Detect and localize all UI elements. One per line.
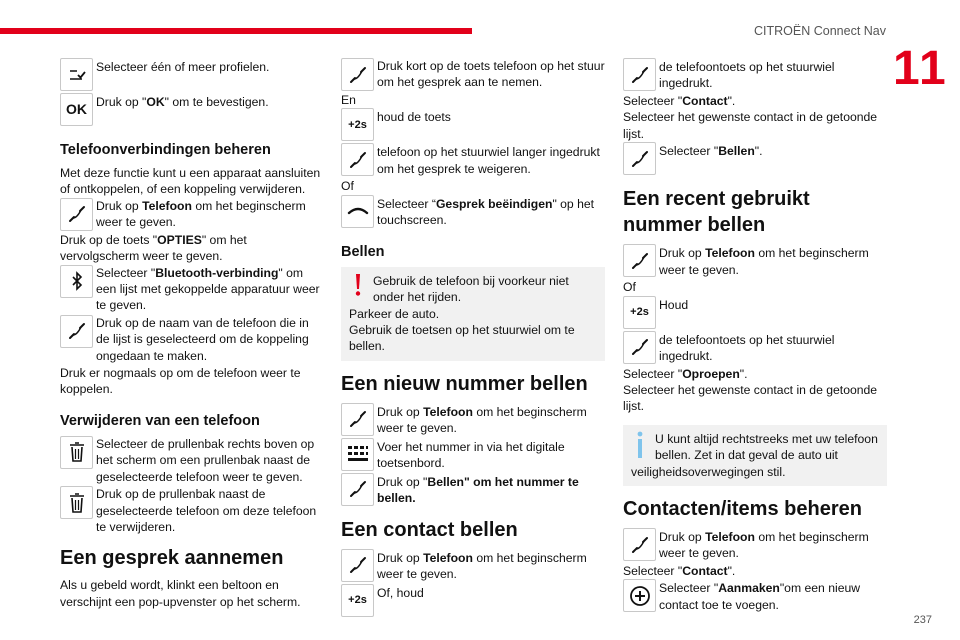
info-text: veiligheidsoverwegingen stil. — [631, 464, 786, 479]
column-3 — [623, 58, 887, 614]
keypad-icon — [341, 438, 374, 471]
phone-icon — [341, 58, 374, 91]
info-icon — [631, 431, 649, 459]
section-heading-calls: Bellen — [341, 243, 385, 260]
step — [60, 486, 324, 535]
hold-2s-label: +2s — [630, 305, 649, 318]
paragraph: Selecteer "Contact". — [623, 564, 736, 579]
phone-icon — [60, 198, 93, 231]
step — [341, 58, 605, 91]
phone-icon — [623, 58, 656, 91]
info-note — [623, 425, 887, 486]
phone-icon — [623, 528, 656, 561]
paragraph: Met deze functie kunt u een apparaat aansluiten of ontkoppelen, of een koppeling verwijderen. — [60, 166, 321, 197]
step-text: Druk op de naam van de telefoon die in de lijst is geselecteerd om de koppeling ongedaan te maken. — [96, 315, 309, 363]
step-text: Selecteer "Bellen". — [659, 144, 763, 159]
step — [623, 142, 887, 176]
step-text: Druk op de prullenbak naast de geselecteerde telefoon om deze telefoon te verwijderen. — [96, 487, 317, 534]
step-text: de telefoontoets op het stuurwiel ingedrukt. — [659, 60, 835, 91]
step-text: Druk op Telefoon om het beginscherm weer te geven. — [96, 198, 306, 230]
warning-icon — [349, 273, 367, 301]
section-heading-call-contact: Een contact bellen — [341, 518, 518, 541]
step — [60, 198, 324, 231]
step — [341, 403, 605, 437]
paragraph: Selecteer "Contact". — [623, 94, 736, 108]
hang-up-icon — [341, 195, 374, 228]
phone-icon — [341, 473, 374, 506]
hold-2s-label: +2s — [348, 594, 367, 607]
paragraph: Druk op de toets "OPTIES" om het vervolgscherm weer te geven. — [60, 232, 247, 264]
step-text: Druk op Telefoon om het beginscherm weer te geven. — [377, 404, 587, 436]
step-text: Druk op Telefoon om het beginscherm weer te geven. — [377, 550, 587, 582]
paragraph: Selecteer het gewenste contact in de getoonde lijst. — [623, 383, 878, 414]
paragraph: En — [341, 93, 356, 107]
step-text: Druk kort op de toets telefoon op het stuur om het gesprek aan te nemen. — [377, 59, 605, 90]
section-heading-answer-call: Een gesprek aannemen — [60, 547, 284, 570]
step-text: Selecteer de prullenbak rechts boven op het scherm om een prullenbak naast de geselecteerde telefoon weer te geven. — [96, 436, 315, 484]
paragraph: Selecteer "Oproepen". — [623, 366, 748, 381]
column-1 — [60, 58, 324, 610]
ok-icon-label: OK — [66, 101, 87, 118]
paragraph: Of — [341, 179, 354, 194]
section-heading-manage-contacts: Contacten/items beheren — [623, 498, 862, 521]
step — [623, 579, 887, 613]
hold-2s-icon — [341, 108, 374, 141]
step — [623, 296, 887, 330]
step — [341, 143, 605, 177]
phone-icon — [341, 549, 374, 582]
step — [341, 584, 605, 618]
phone-icon — [60, 315, 93, 348]
warning-text: Gebruik de toetsen op het stuurwiel om te bellen. — [349, 323, 575, 354]
section-heading-remove-phone: Verwijderen van een telefoon — [60, 412, 260, 429]
step-text: telefoon op het stuurwiel langer ingedrukt om het gesprek te weigeren. — [377, 145, 600, 176]
step-text: Selecteer één of meer profielen. — [96, 60, 270, 74]
phone-icon — [341, 143, 374, 176]
step-text: Of, houd — [377, 585, 424, 600]
step-text: Houd — [659, 297, 689, 312]
step — [341, 108, 605, 142]
phone-icon — [623, 142, 656, 175]
step — [341, 549, 605, 583]
paragraph: Druk er nogmaals op om de telefoon weer te koppelen. — [60, 366, 301, 397]
step-text: Druk op Telefoon om het beginscherm weer te geven. — [659, 246, 869, 277]
warning-text: Gebruik de telefoon bij voorkeur niet onder het rijden. — [373, 273, 569, 305]
bluetooth-icon — [60, 265, 93, 298]
section-heading-recent-number: Een recent gebruikt nummer bellen — [623, 188, 810, 237]
trash-icon — [60, 486, 93, 519]
hold-2s-icon — [341, 584, 374, 617]
page-number: 237 — [913, 614, 932, 626]
step — [60, 436, 324, 485]
hold-2s-icon — [623, 296, 656, 329]
step — [341, 438, 605, 472]
step — [60, 93, 324, 127]
step-text: Druk op "OK" om te bevestigen. — [96, 95, 269, 109]
header-accent-bar — [0, 28, 472, 34]
step-text: Selecteer "Aanmaken"om een nieuw contact toe te voegen. — [659, 581, 861, 612]
ok-icon — [60, 93, 93, 126]
step-text: Selecteer “Gesprek beëindigen" op het touchscreen. — [377, 196, 595, 228]
step-text: de telefoontoets op het stuurwiel ingedrukt. — [659, 332, 835, 364]
checklist-icon — [60, 58, 93, 91]
step — [341, 195, 605, 229]
add-circle-icon — [623, 579, 656, 612]
hold-2s-label: +2s — [348, 118, 367, 131]
step — [623, 528, 887, 562]
step — [60, 265, 324, 314]
step-text: Druk op Telefoon om het beginscherm weer te geven. — [659, 530, 869, 561]
step-text: Druk op "Bellen" om het nummer te bellen. — [377, 474, 579, 506]
section-heading-manage-connections: Telefoonverbindingen beheren — [60, 142, 271, 158]
step — [623, 58, 887, 92]
step-text: houd de toets — [377, 110, 451, 125]
section-heading-new-number: Een nieuw nummer bellen — [341, 372, 588, 395]
phone-icon — [341, 403, 374, 436]
warning-note — [341, 267, 605, 361]
step — [60, 315, 324, 364]
step — [623, 331, 887, 365]
phone-icon — [623, 244, 656, 277]
info-text: U kunt altijd rechtstreeks met uw telefoon bellen. Zet in dat geval de auto uit — [655, 431, 878, 463]
step-text: Voer het nummer in via het digitale toetsenbord. — [377, 439, 565, 471]
paragraph: Selecteer het gewenste contact in de getoonde lijst. — [623, 110, 878, 141]
paragraph: Of — [623, 280, 636, 295]
warning-text: Parkeer de auto. — [349, 306, 440, 321]
paragraph: Als u gebeld wordt, klinkt een beltoon en verschijnt een pop-upvenster op het scherm. — [60, 578, 301, 609]
phone-icon — [623, 331, 656, 364]
step — [341, 473, 605, 507]
step — [60, 58, 324, 92]
header-title: CITROËN Connect Nav — [754, 24, 886, 38]
chapter-number: 11 — [893, 42, 948, 95]
step — [623, 244, 887, 278]
column-2 — [341, 58, 605, 619]
trash-icon — [60, 436, 93, 469]
step-text: Selecteer "Bluetooth-verbinding" om een lijst met gekoppelde apparatuur weer te geven. — [96, 265, 320, 313]
